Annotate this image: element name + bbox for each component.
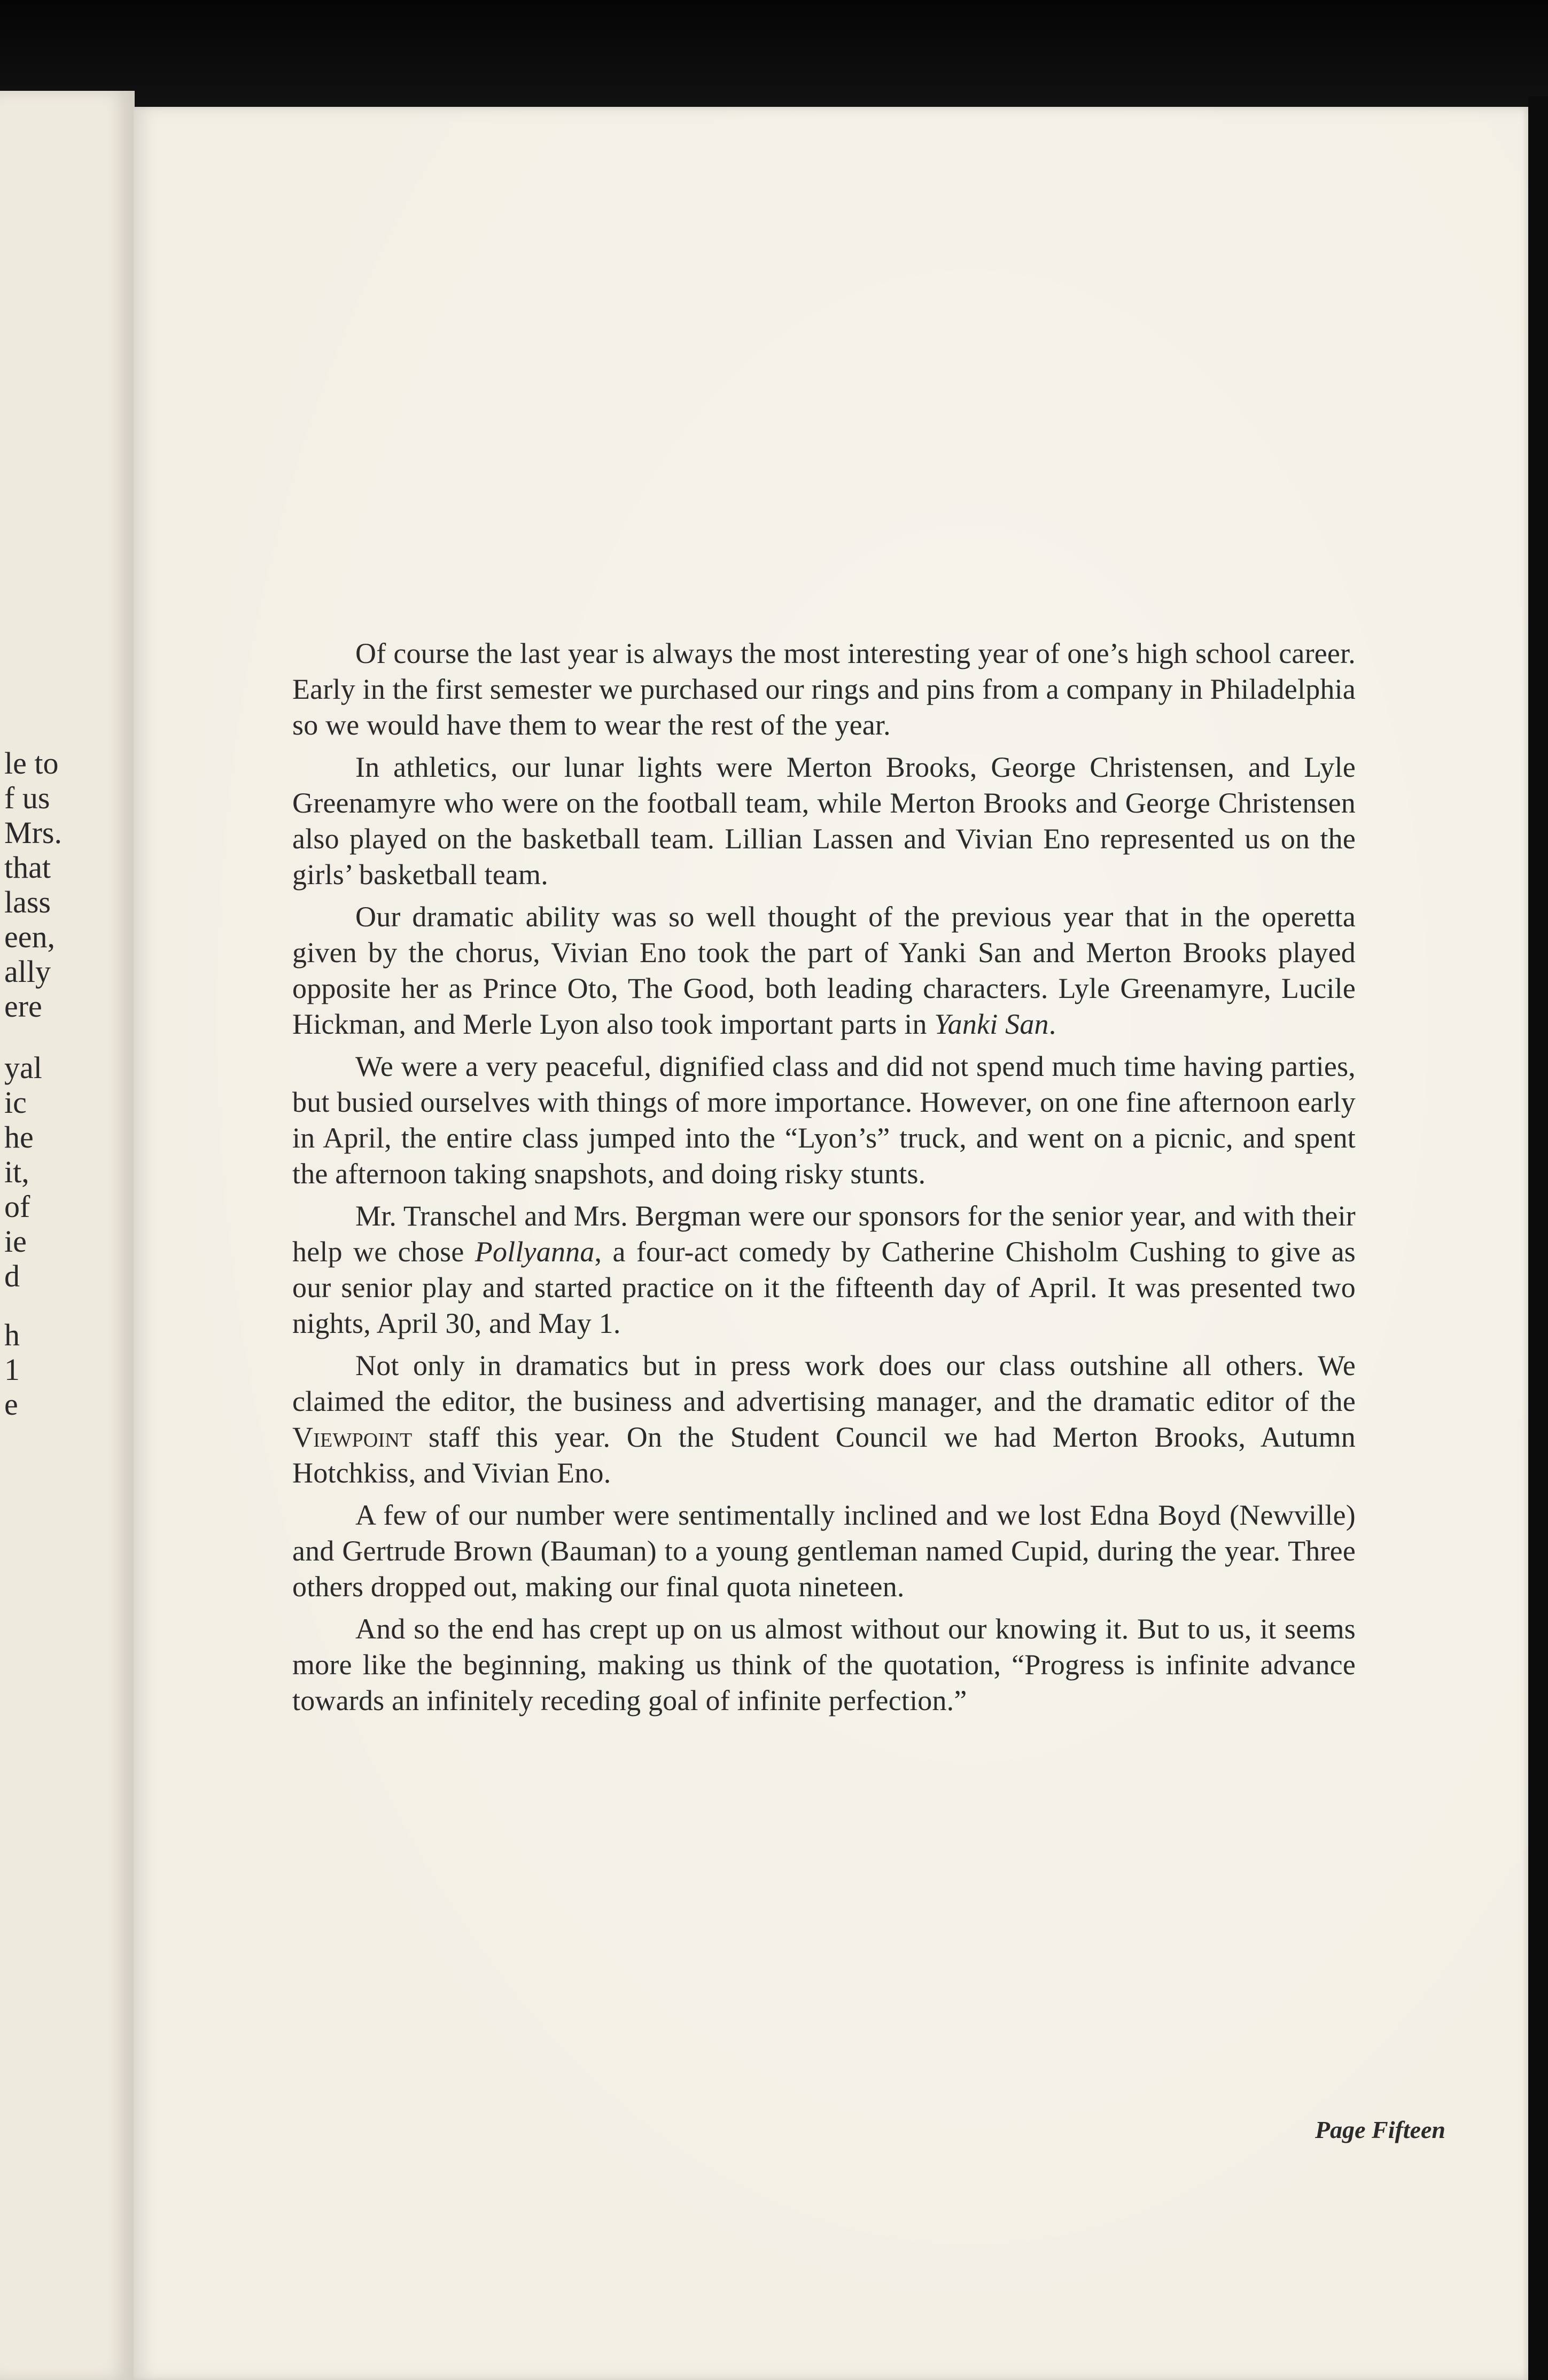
paragraph-text: , a four-act comedy by Catherine Chisholm Cushing to give as our senior play and started practice on it the fifteenth day of April. It was presented two nights, April 30, and May 1. <box>292 1236 1356 1339</box>
paragraph-text: Not only in dramatics but in press work does our class outshine all others. We claimed the editor, the business and advertising manager, and the dramatic editor of the <box>292 1349 1356 1417</box>
facing-page-fragment: it, <box>4 1154 29 1189</box>
paragraph-text: staff this year. On the Student Council we had Merton Brooks, Autumn Hotchkiss, and Vivian Eno. <box>292 1421 1356 1489</box>
facing-page-fragment: of <box>4 1189 30 1224</box>
play-title: Pollyanna <box>474 1236 595 1268</box>
facing-page-fragment: yal <box>4 1050 42 1085</box>
scan-right-edge <box>1528 96 1548 2380</box>
paragraph-picnic: We were a very peaceful, dignified class and did not spend much time having parties, but busied ourselves with things of more importance. However, on one fine afternoon early in April, the entire class jumped into the “Lyon’s” truck, and went on a picnic, and spent the afternoon taking snapshots, and doing risky stunts. <box>292 1050 1356 1190</box>
facing-page-fragment: ally <box>4 954 51 989</box>
paragraph-rings: Of course the last year is always the most interesting year of one’s high school career. Early in the first semester we purchased our rings and pins from a company in Philadelphia so we would have them to wear the rest of the year. <box>292 637 1356 741</box>
paragraph-text: Our dramatic ability was so well thought of the previous year that in the operetta given by the chorus, Vivian Eno took the part of Yanki San and Merton Brooks played opposite her as Prince Oto, The Good, both leading characters. Lyle Greenamyre, Lucile Hickman, and Merle Lyon also took important parts in <box>292 901 1356 1040</box>
facing-page-fragment: ere <box>4 989 42 1024</box>
paragraph-closing: And so the end has crept up on us almost without our knowing it. But to us, it seems more like the beginning, making us think of the quotation, “Progress is infinite advance towards an infinitely receding goal of infinite perfection.” <box>292 1613 1356 1716</box>
operetta-title: Yanki San <box>934 1008 1049 1040</box>
facing-page-fragment: 1 <box>4 1352 20 1387</box>
paragraph-text: Mr. Transchel and Mrs. Bergman were our sponsors for the senior year, and with their help we chose <box>292 1200 1356 1268</box>
facing-page-fragment: le to <box>4 746 59 781</box>
facing-page-fragment: f us <box>4 781 50 815</box>
paragraph-press-work <box>292 1348 1356 1491</box>
facing-page-fragment: ie <box>4 1224 27 1259</box>
book-page <box>134 107 1528 2380</box>
paragraph-departures: A few of our number were sentimentally inclined and we lost Edna Boyd (Newville) and Gertrude Brown (Bauman) to a young gentleman named Cupid, during the year. Three others dropped out, making our final quota nineteen. <box>292 1499 1356 1603</box>
facing-page-fragment: he <box>4 1120 34 1154</box>
paragraph-senior-play <box>292 1198 1356 1341</box>
facing-page-fragment: ic <box>4 1085 27 1120</box>
paragraph-text: . <box>1048 1008 1056 1040</box>
facing-page-edge <box>0 91 135 2380</box>
facing-page-fragment: d <box>4 1259 20 1293</box>
facing-page-fragment: h <box>4 1317 20 1352</box>
body-text <box>292 636 1356 1725</box>
viewpoint-name: Viewpoint <box>292 1421 413 1453</box>
page-number: Page Fifteen <box>1315 2116 1445 2143</box>
paragraph-athletics: In athletics, our lunar lights were Merton Brooks, George Christensen, and Lyle Greenamyre who were on the football team, while Merton Brooks and George Christensen also played on the basketball team. Lillian Lassen and Vivian Eno represented us on the girls’ basketball team. <box>292 751 1356 891</box>
paragraph-operetta <box>292 899 1356 1042</box>
facing-page-fragment: lass <box>4 885 51 919</box>
facing-page-fragment: een, <box>4 919 55 954</box>
facing-page-fragment: Mrs. <box>4 815 62 850</box>
facing-page-fragment: that <box>4 850 51 885</box>
facing-page-fragment: e <box>4 1387 18 1422</box>
